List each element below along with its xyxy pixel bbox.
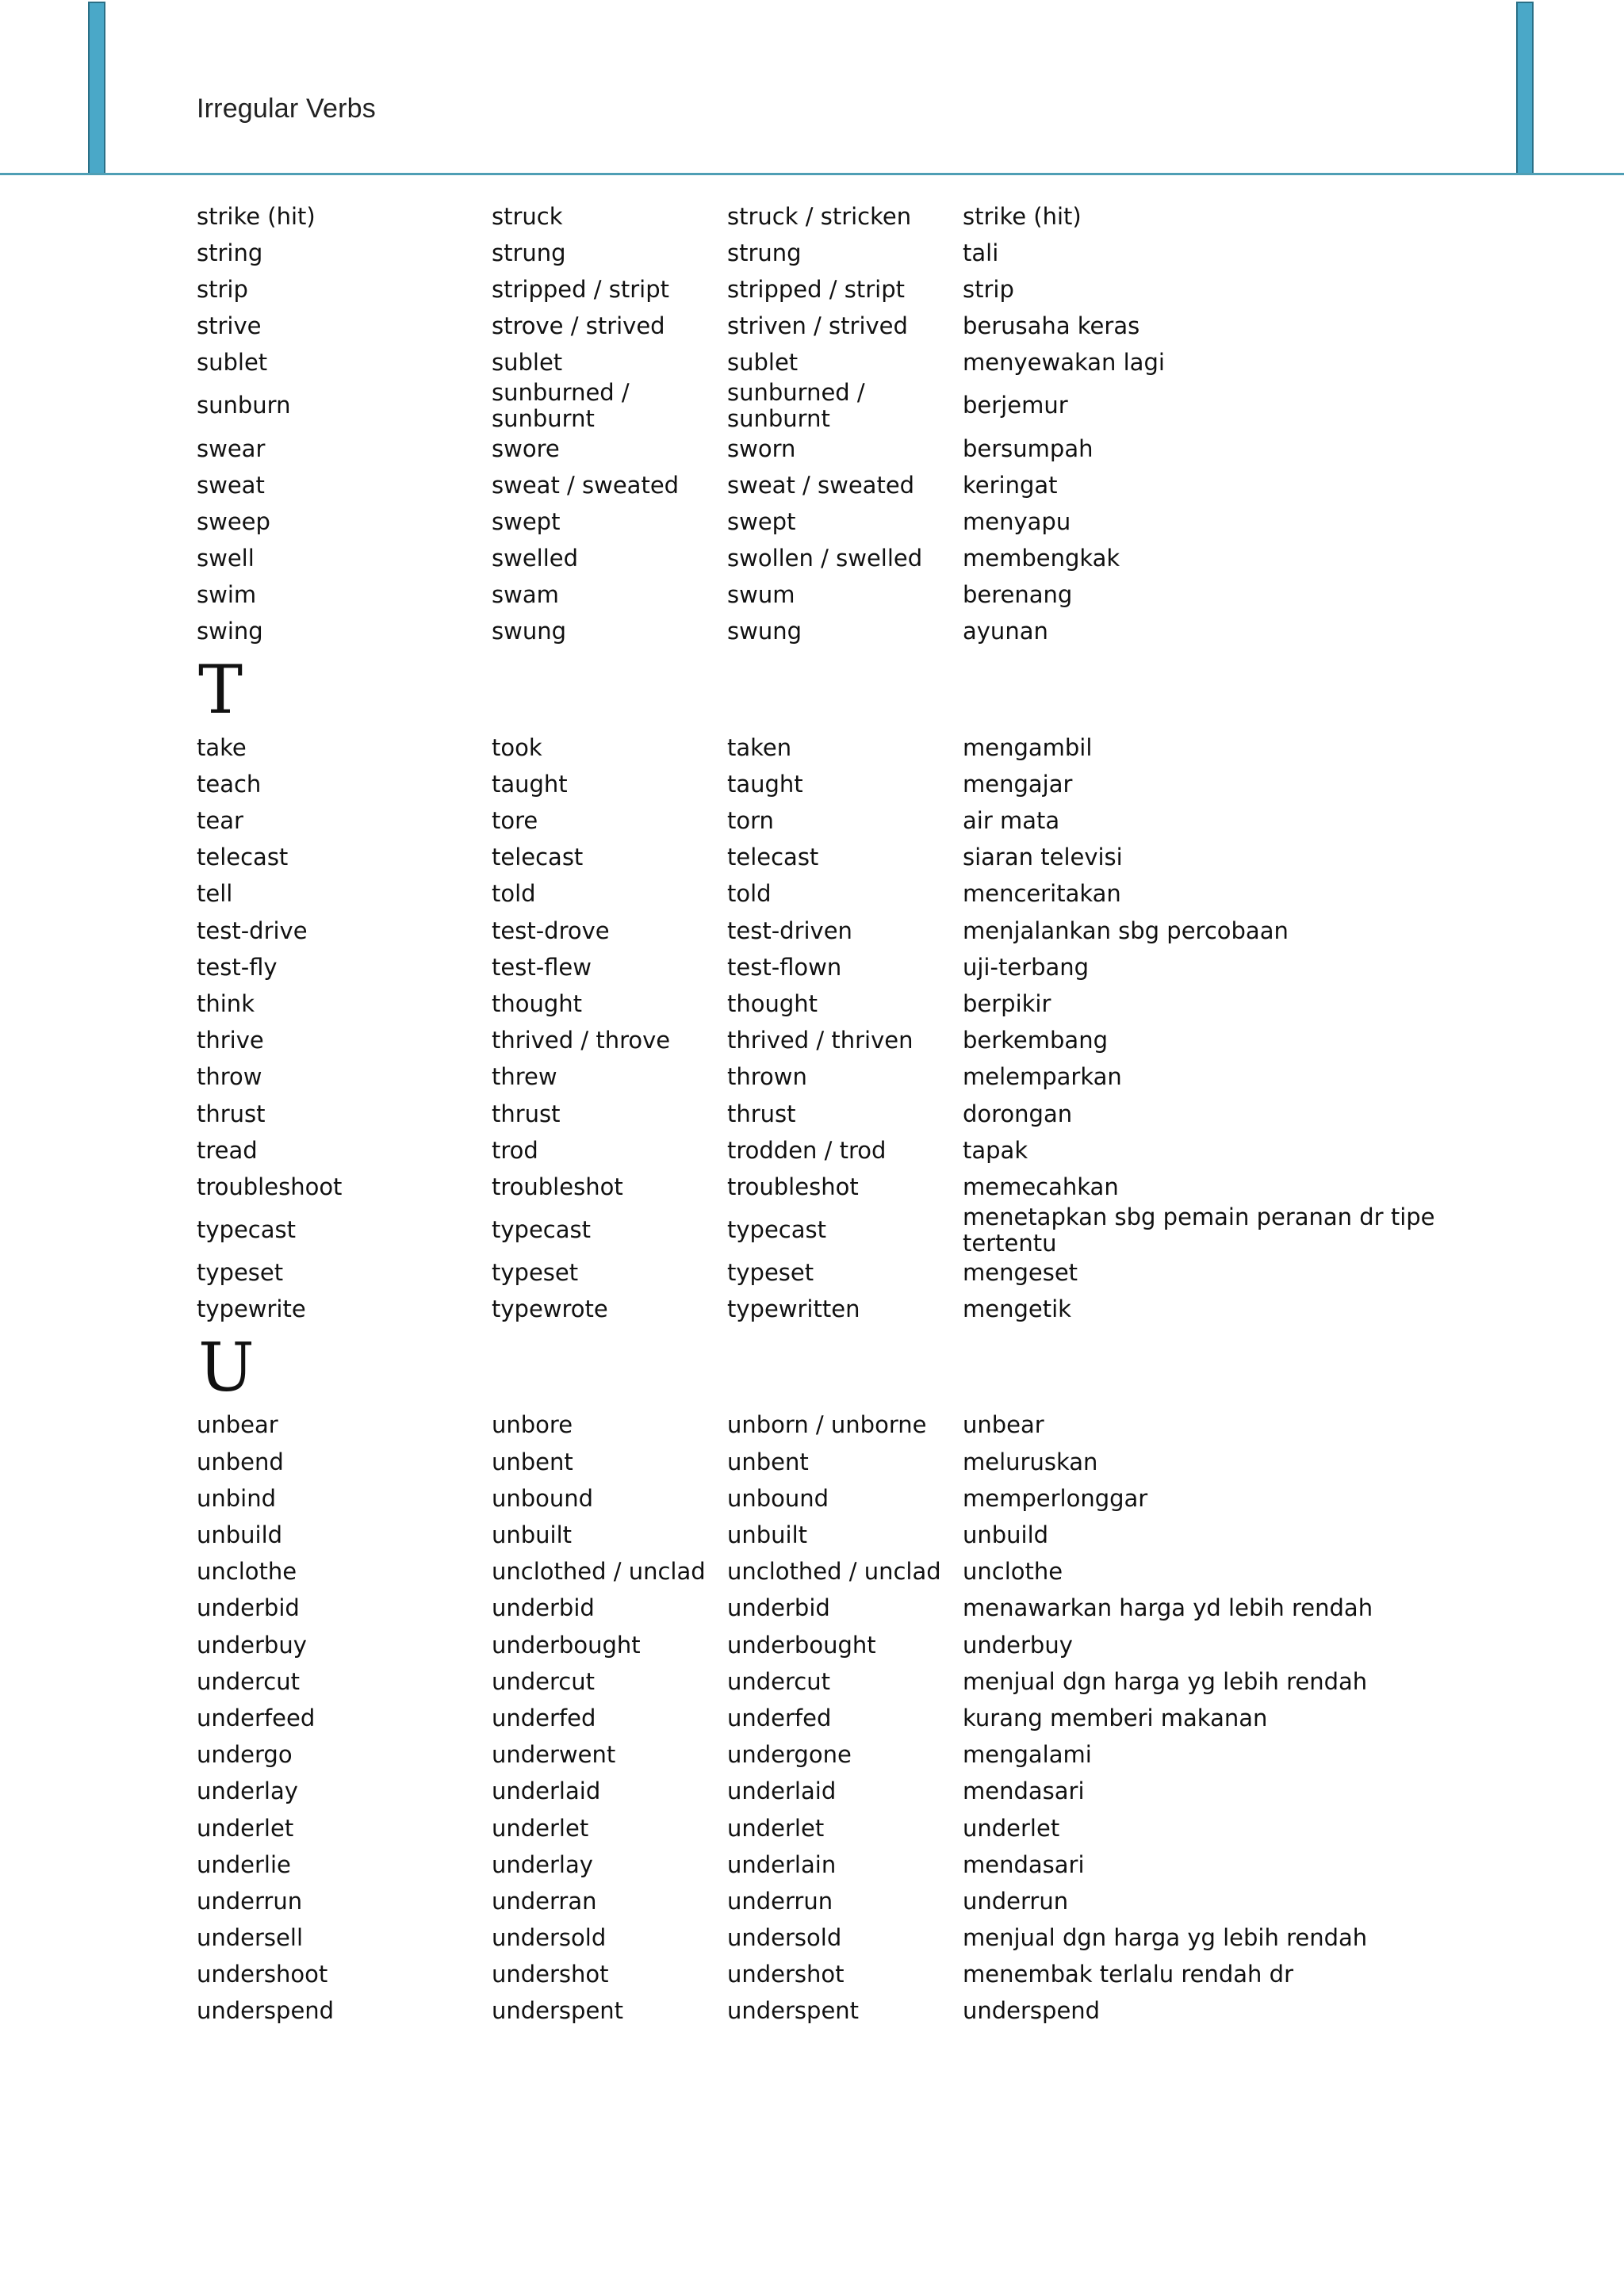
past-participle-cell: struck / stricken: [727, 202, 912, 230]
base-form-cell: typecast: [197, 1216, 296, 1243]
past-participle-cell: trodden / trod: [727, 1136, 887, 1164]
table-row: [197, 345, 1465, 381]
past-participle-cell: swept: [727, 507, 796, 535]
base-form-cell: typewrite: [197, 1295, 306, 1323]
base-form-cell: sunburn: [197, 392, 291, 419]
meaning-cell: menetapkan sbg pemain peranan dr tipe tertentu: [963, 1203, 1435, 1257]
table-row: [197, 1883, 1465, 1919]
meaning-cell: ayunan: [963, 618, 1048, 645]
past-participle-cell: underspent: [727, 1997, 860, 2025]
past-participle-cell: swum: [727, 581, 795, 609]
past-simple-cell: sublet: [492, 349, 563, 377]
base-form-cell: typeset: [197, 1259, 284, 1287]
table-row: [197, 1480, 1465, 1517]
base-form-cell: sublet: [197, 349, 268, 377]
past-simple-cell: thrived / throve: [492, 1027, 671, 1054]
past-simple-cell: swam: [492, 581, 559, 609]
base-form-cell: swing: [197, 618, 263, 645]
table-row: [197, 1957, 1465, 1993]
base-form-cell: troubleshoot: [197, 1173, 343, 1200]
table-row: [197, 1920, 1465, 1957]
past-simple-cell: took: [492, 733, 542, 761]
past-simple-cell: swelled: [492, 545, 579, 572]
table-row: [197, 1203, 1465, 1257]
base-form-cell: underspend: [197, 1997, 335, 2025]
table-row: [197, 1810, 1465, 1846]
meaning-cell: unbuild: [963, 1521, 1049, 1549]
past-simple-cell: undersold: [492, 1924, 607, 1952]
meaning-cell: memperlonggar: [963, 1484, 1148, 1512]
base-form-cell: test-fly: [197, 953, 278, 981]
table-row: [197, 577, 1465, 614]
base-form-cell: thrive: [197, 1027, 264, 1054]
past-participle-cell: strung: [727, 239, 802, 266]
past-participle-cell: sworn: [727, 434, 796, 462]
base-form-cell: underlie: [197, 1850, 291, 1878]
past-simple-cell: unbore: [492, 1411, 573, 1439]
verb-table: [197, 198, 1465, 2030]
table-row: [197, 1846, 1465, 1883]
meaning-cell: underbuy: [963, 1631, 1073, 1659]
past-simple-cell: underfed: [492, 1704, 596, 1732]
table-row: [197, 1169, 1465, 1205]
past-simple-cell: sweat / sweated: [492, 471, 680, 499]
meaning-cell: bersumpah: [963, 434, 1094, 462]
base-form-cell: thrust: [197, 1100, 266, 1127]
past-participle-cell: undershot: [727, 1961, 845, 1988]
base-form-cell: tear: [197, 807, 243, 835]
table-row: [197, 614, 1465, 650]
past-simple-cell: unbuilt: [492, 1521, 573, 1549]
table-row: [197, 1590, 1465, 1627]
base-form-cell: think: [197, 989, 255, 1017]
table-row: [197, 729, 1465, 766]
past-participle-cell: unbound: [727, 1484, 829, 1512]
table-row: [197, 913, 1465, 949]
past-simple-cell: underbought: [492, 1631, 641, 1659]
meaning-cell: berenang: [963, 581, 1073, 609]
base-form-cell: strive: [197, 312, 262, 340]
base-form-cell: underbuy: [197, 1631, 307, 1659]
past-participle-cell: taken: [727, 733, 792, 761]
table-row: [197, 1023, 1465, 1059]
past-participle-cell: test-flown: [727, 953, 842, 981]
past-simple-cell: test-flew: [492, 953, 592, 981]
past-participle-cell: striven / strived: [727, 312, 908, 340]
past-simple-cell: swung: [492, 618, 566, 645]
table-row: [197, 1554, 1465, 1590]
meaning-cell: kurang memberi makanan: [963, 1704, 1268, 1732]
meaning-cell: strike (hit): [963, 202, 1082, 230]
past-simple-cell: tore: [492, 807, 538, 835]
right-margin-bar: [1516, 2, 1534, 174]
past-simple-cell: unclothed / unclad: [492, 1558, 706, 1586]
past-participle-cell: swollen / swelled: [727, 545, 923, 572]
past-simple-cell: thrust: [492, 1100, 561, 1127]
past-simple-cell: underran: [492, 1887, 597, 1915]
meaning-cell: unbear: [963, 1411, 1044, 1439]
table-row: [197, 876, 1465, 913]
meaning-cell: menyewakan lagi: [963, 349, 1165, 377]
table-row: [197, 1627, 1465, 1663]
past-simple-cell: underlay: [492, 1850, 593, 1878]
base-form-cell: swell: [197, 545, 255, 572]
past-participle-cell: thought: [727, 989, 818, 1017]
past-participle-cell: undercut: [727, 1667, 830, 1695]
past-simple-cell: underwent: [492, 1741, 616, 1769]
past-participle-cell: unborn / unborne: [727, 1411, 927, 1439]
table-row: [197, 1255, 1465, 1292]
base-form-cell: string: [197, 239, 263, 266]
table-row: [197, 235, 1465, 271]
past-simple-cell: told: [492, 880, 536, 908]
past-participle-cell: thrust: [727, 1100, 796, 1127]
meaning-cell: dorongan: [963, 1100, 1073, 1127]
past-simple-cell: telecast: [492, 844, 584, 871]
past-participle-cell: typecast: [727, 1216, 826, 1243]
meaning-cell: mengetik: [963, 1295, 1071, 1323]
past-simple-cell: swore: [492, 434, 560, 462]
meaning-cell: meluruskan: [963, 1448, 1098, 1475]
left-margin-bar: [88, 2, 105, 174]
meaning-cell: mengambil: [963, 733, 1093, 761]
meaning-cell: mengeset: [963, 1259, 1078, 1287]
past-simple-cell: unbent: [492, 1448, 573, 1475]
section-letter: T: [198, 651, 243, 729]
meaning-cell: melemparkan: [963, 1063, 1122, 1091]
past-participle-cell: sublet: [727, 349, 799, 377]
past-simple-cell: unbound: [492, 1484, 594, 1512]
base-form-cell: underlay: [197, 1777, 298, 1805]
meaning-cell: menembak terlalu rendah dr: [963, 1961, 1293, 1988]
section-letter: U: [198, 1328, 255, 1406]
past-participle-cell: unbuilt: [727, 1521, 808, 1549]
past-simple-cell: taught: [492, 770, 568, 798]
past-participle-cell: troubleshot: [727, 1173, 859, 1200]
past-participle-cell: sweat / sweated: [727, 471, 915, 499]
past-simple-cell: undershot: [492, 1961, 609, 1988]
base-form-cell: unbend: [197, 1448, 284, 1475]
past-simple-cell: underspent: [492, 1997, 624, 2025]
meaning-cell: mendasari: [963, 1777, 1085, 1805]
base-form-cell: undershoot: [197, 1961, 328, 1988]
past-participle-cell: unclothed / unclad: [727, 1558, 941, 1586]
base-form-cell: teach: [197, 770, 262, 798]
base-form-cell: undergo: [197, 1741, 293, 1769]
base-form-cell: unbind: [197, 1484, 277, 1512]
base-form-cell: throw: [197, 1063, 262, 1091]
past-participle-cell: typewritten: [727, 1295, 860, 1323]
meaning-cell: uji-terbang: [963, 953, 1090, 981]
past-simple-cell: swept: [492, 507, 561, 535]
base-form-cell: unbear: [197, 1411, 278, 1439]
header-divider: [0, 173, 1624, 175]
table-row: [197, 430, 1465, 467]
base-form-cell: unbuild: [197, 1521, 283, 1549]
past-simple-cell: trod: [492, 1136, 538, 1164]
meaning-cell: menjual dgn harga yg lebih rendah: [963, 1924, 1368, 1952]
meaning-cell: menceritakan: [963, 880, 1121, 908]
meaning-cell: menjual dgn harga yg lebih rendah: [963, 1667, 1368, 1695]
base-form-cell: telecast: [197, 844, 289, 871]
table-row: [197, 1444, 1465, 1480]
base-form-cell: sweat: [197, 471, 265, 499]
meaning-cell: mendasari: [963, 1850, 1085, 1878]
past-participle-cell: taught: [727, 770, 803, 798]
past-participle-cell: torn: [727, 807, 774, 835]
past-participle-cell: underlaid: [727, 1777, 837, 1805]
past-participle-cell: undersold: [727, 1924, 842, 1952]
table-row: [197, 949, 1465, 985]
table-row: [197, 1517, 1465, 1553]
past-simple-cell: strung: [492, 239, 566, 266]
base-form-cell: underlet: [197, 1814, 294, 1842]
base-form-cell: strike (hit): [197, 202, 316, 230]
base-form-cell: sweep: [197, 507, 270, 535]
base-form-cell: take: [197, 733, 247, 761]
past-simple-cell: undercut: [492, 1667, 595, 1695]
past-simple-cell: test-drove: [492, 916, 610, 944]
table-row: [197, 1132, 1465, 1169]
meaning-cell: underrun: [963, 1887, 1069, 1915]
table-row: [197, 1774, 1465, 1810]
meaning-cell: berjemur: [963, 392, 1068, 419]
meaning-cell: underlet: [963, 1814, 1060, 1842]
base-form-cell: test-drive: [197, 916, 308, 944]
past-participle-cell: telecast: [727, 844, 819, 871]
past-participle-cell: thrown: [727, 1063, 807, 1091]
base-form-cell: unclothe: [197, 1558, 297, 1586]
base-form-cell: undercut: [197, 1667, 300, 1695]
base-form-cell: undersell: [197, 1924, 303, 1952]
meaning-cell: berkembang: [963, 1027, 1108, 1054]
meaning-cell: membengkak: [963, 545, 1120, 572]
meaning-cell: tapak: [963, 1136, 1028, 1164]
meaning-cell: berpikir: [963, 989, 1051, 1017]
past-participle-cell: sunburned / sunburnt: [727, 378, 865, 432]
table-row: [197, 1407, 1465, 1444]
meaning-cell: mengalami: [963, 1741, 1092, 1769]
table-row: [197, 1700, 1465, 1736]
meaning-cell: unclothe: [963, 1558, 1063, 1586]
table-row: [197, 198, 1465, 235]
past-simple-cell: thought: [492, 989, 583, 1017]
past-participle-cell: underlet: [727, 1814, 825, 1842]
past-participle-cell: unbent: [727, 1448, 809, 1475]
past-participle-cell: typeset: [727, 1259, 814, 1287]
past-simple-cell: underlaid: [492, 1777, 601, 1805]
meaning-cell: berusaha keras: [963, 312, 1140, 340]
past-simple-cell: strove / strived: [492, 312, 665, 340]
past-participle-cell: test-driven: [727, 916, 852, 944]
meaning-cell: siaran televisi: [963, 844, 1123, 871]
table-row: [197, 1292, 1465, 1328]
past-simple-cell: underlet: [492, 1814, 589, 1842]
meaning-cell: memecahkan: [963, 1173, 1119, 1200]
meaning-cell: keringat: [963, 471, 1058, 499]
base-form-cell: tread: [197, 1136, 258, 1164]
past-simple-cell: troubleshot: [492, 1173, 623, 1200]
past-participle-cell: stripped / stript: [727, 275, 905, 303]
table-row: [197, 541, 1465, 577]
past-simple-cell: threw: [492, 1063, 557, 1091]
table-row: [197, 985, 1465, 1022]
table-row: [197, 840, 1465, 876]
table-row: [197, 1059, 1465, 1096]
past-participle-cell: underlain: [727, 1850, 837, 1878]
past-participle-cell: undergone: [727, 1741, 852, 1769]
table-row: [197, 271, 1465, 308]
table-row: [197, 802, 1465, 839]
past-participle-cell: underbid: [727, 1594, 830, 1622]
past-simple-cell: typecast: [492, 1216, 591, 1243]
meaning-cell: underspend: [963, 1997, 1101, 2025]
past-simple-cell: struck: [492, 202, 563, 230]
meaning-cell: menyapu: [963, 507, 1071, 535]
meaning-cell: menjalankan sbg percobaan: [963, 916, 1289, 944]
table-row: [197, 1993, 1465, 2030]
base-form-cell: strip: [197, 275, 248, 303]
meaning-cell: strip: [963, 275, 1014, 303]
meaning-cell: menawarkan harga yd lebih rendah: [963, 1594, 1373, 1622]
base-form-cell: underbid: [197, 1594, 300, 1622]
past-participle-cell: underfed: [727, 1704, 832, 1732]
past-participle-cell: swung: [727, 618, 802, 645]
base-form-cell: underrun: [197, 1887, 303, 1915]
table-row: [197, 1663, 1465, 1700]
table-row: [197, 1737, 1465, 1774]
past-simple-cell: typewrote: [492, 1295, 608, 1323]
table-row: [197, 766, 1465, 802]
meaning-cell: mengajar: [963, 770, 1073, 798]
meaning-cell: air mata: [963, 807, 1060, 835]
meaning-cell: tali: [963, 239, 999, 266]
table-row: [197, 308, 1465, 345]
page-title: Irregular Verbs: [197, 94, 376, 124]
past-simple-cell: sunburned / sunburnt: [492, 378, 630, 432]
past-participle-cell: underbought: [727, 1631, 876, 1659]
base-form-cell: underfeed: [197, 1704, 316, 1732]
past-simple-cell: underbid: [492, 1594, 595, 1622]
table-row: [197, 467, 1465, 503]
past-participle-cell: thrived / thriven: [727, 1027, 914, 1054]
table-row: [197, 503, 1465, 540]
table-row: [197, 378, 1465, 432]
table-row: [197, 1096, 1465, 1132]
past-participle-cell: told: [727, 880, 772, 908]
past-simple-cell: stripped / stript: [492, 275, 669, 303]
base-form-cell: swear: [197, 434, 266, 462]
past-participle-cell: underrun: [727, 1887, 833, 1915]
past-simple-cell: typeset: [492, 1259, 579, 1287]
base-form-cell: tell: [197, 880, 233, 908]
base-form-cell: swim: [197, 581, 257, 609]
